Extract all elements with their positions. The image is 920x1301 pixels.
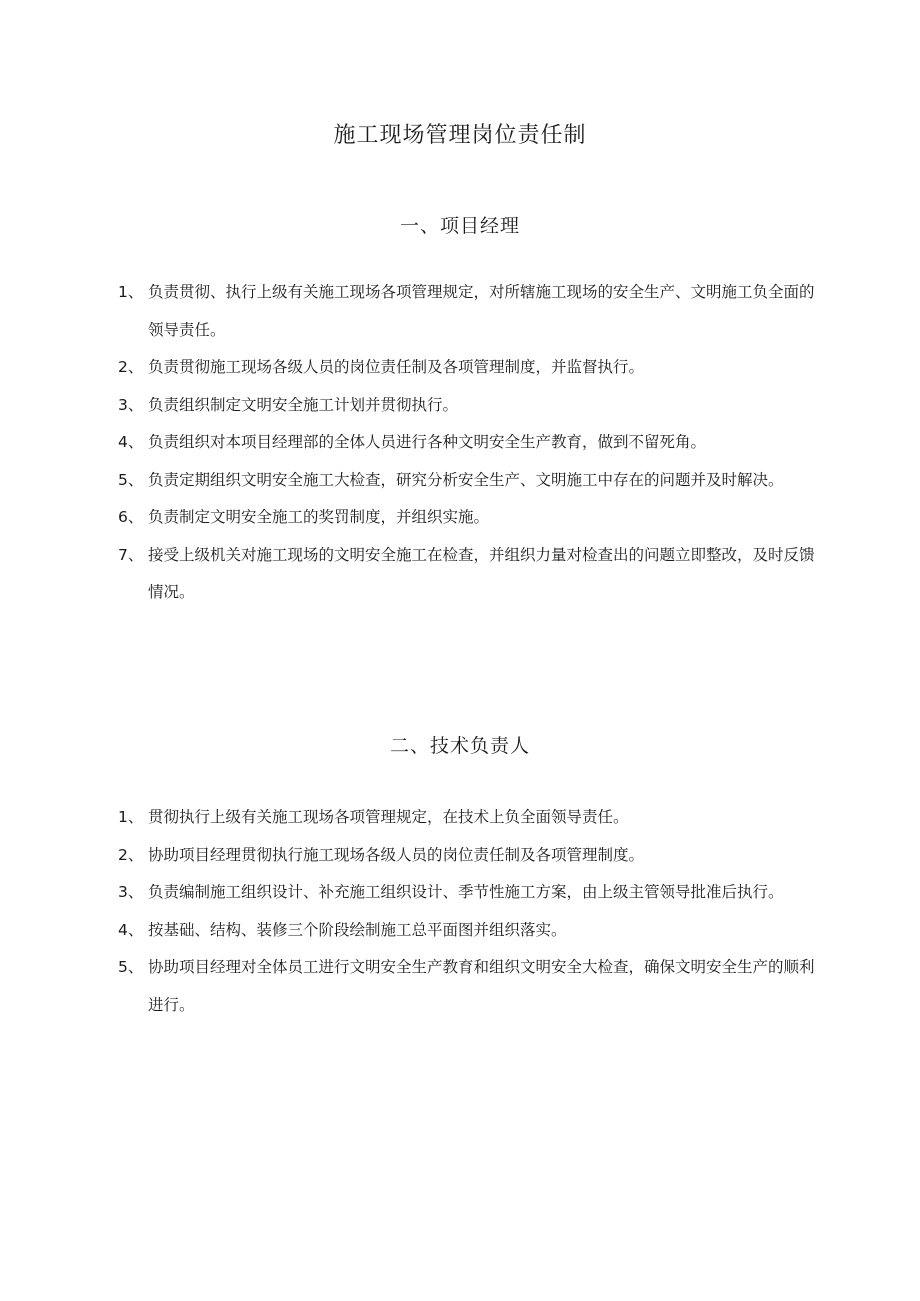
list-item: [118, 424, 818, 462]
list-item: [118, 874, 818, 912]
item-text: 接受上级机关对施工现场的文明安全施工在检查，并组织力量对检查出的问题立即整改，及时反馈情况。: [148, 545, 815, 601]
item-number: 4、: [118, 433, 144, 451]
project-manager-duties-list: [118, 274, 818, 612]
list-item: [118, 387, 818, 425]
item-text: 负责定期组织文明安全施工大检查，研究分析安全生产、文明施工中存在的问题并及时解决。: [148, 470, 784, 489]
item-number: 1、: [118, 808, 144, 826]
item-number: 3、: [118, 395, 144, 414]
list-item: [118, 912, 818, 950]
list-item: [118, 799, 818, 837]
section-heading-technical-lead: 二、技术负责人: [389, 735, 530, 757]
item-text: 负责编制施工组织设计、补充施工组织设计、季节性施工方案，由上级主管领导批准后执行。: [148, 883, 784, 901]
item-number: 3、: [118, 883, 144, 901]
item-number: 2、: [118, 358, 144, 376]
list-item: [118, 537, 818, 612]
item-text: 负责贯彻施工现场各级人员的岗位责任制及各项管理制度，并监督执行。: [148, 358, 645, 376]
technical-lead-duties-list: [118, 799, 818, 1024]
list-item: [118, 499, 818, 537]
item-text: 负责组织对本项目经理部的全体人员进行各种文明安全生产教育，做到不留死角。: [148, 433, 707, 451]
item-number: 2、: [118, 845, 144, 864]
item-text: 贯彻执行上级有关施工现场各项管理规定，在技术上负全面领导责任。: [148, 808, 629, 826]
item-number: 1、: [118, 283, 144, 301]
item-text: 协助项目经理对全体员工进行文明安全生产教育和组织文明安全大检查，确保文明安全生产的顺利进行。: [148, 958, 815, 1014]
item-text: 协助项目经理贯彻执行施工现场各级人员的岗位责任制及各项管理制度。: [148, 845, 645, 864]
item-number: 7、: [118, 545, 144, 564]
document-title: 施工现场管理岗位责任制: [333, 123, 587, 148]
list-item: [118, 949, 818, 1024]
item-text: 按基础、结构、装修三个阶段绘制施工总平面图并组织落实。: [148, 920, 567, 939]
list-item: [118, 462, 818, 500]
item-number: 4、: [118, 920, 144, 939]
item-number: 6、: [118, 508, 144, 526]
item-text: 负责贯彻、执行上级有关施工现场各项管理规定，对所辖施工现场的安全生产、文明施工负全面的领导责任。: [148, 283, 815, 339]
item-text: 负责制定文明安全施工的奖罚制度，并组织实施。: [148, 508, 490, 526]
section-heading-project-manager: 一、项目经理: [399, 215, 520, 237]
list-item: [118, 274, 818, 349]
list-item: [118, 349, 818, 387]
item-number: 5、: [118, 958, 144, 976]
item-number: 5、: [118, 470, 144, 489]
item-text: 负责组织制定文明安全施工计划并贯彻执行。: [148, 395, 459, 414]
list-item: [118, 837, 818, 875]
